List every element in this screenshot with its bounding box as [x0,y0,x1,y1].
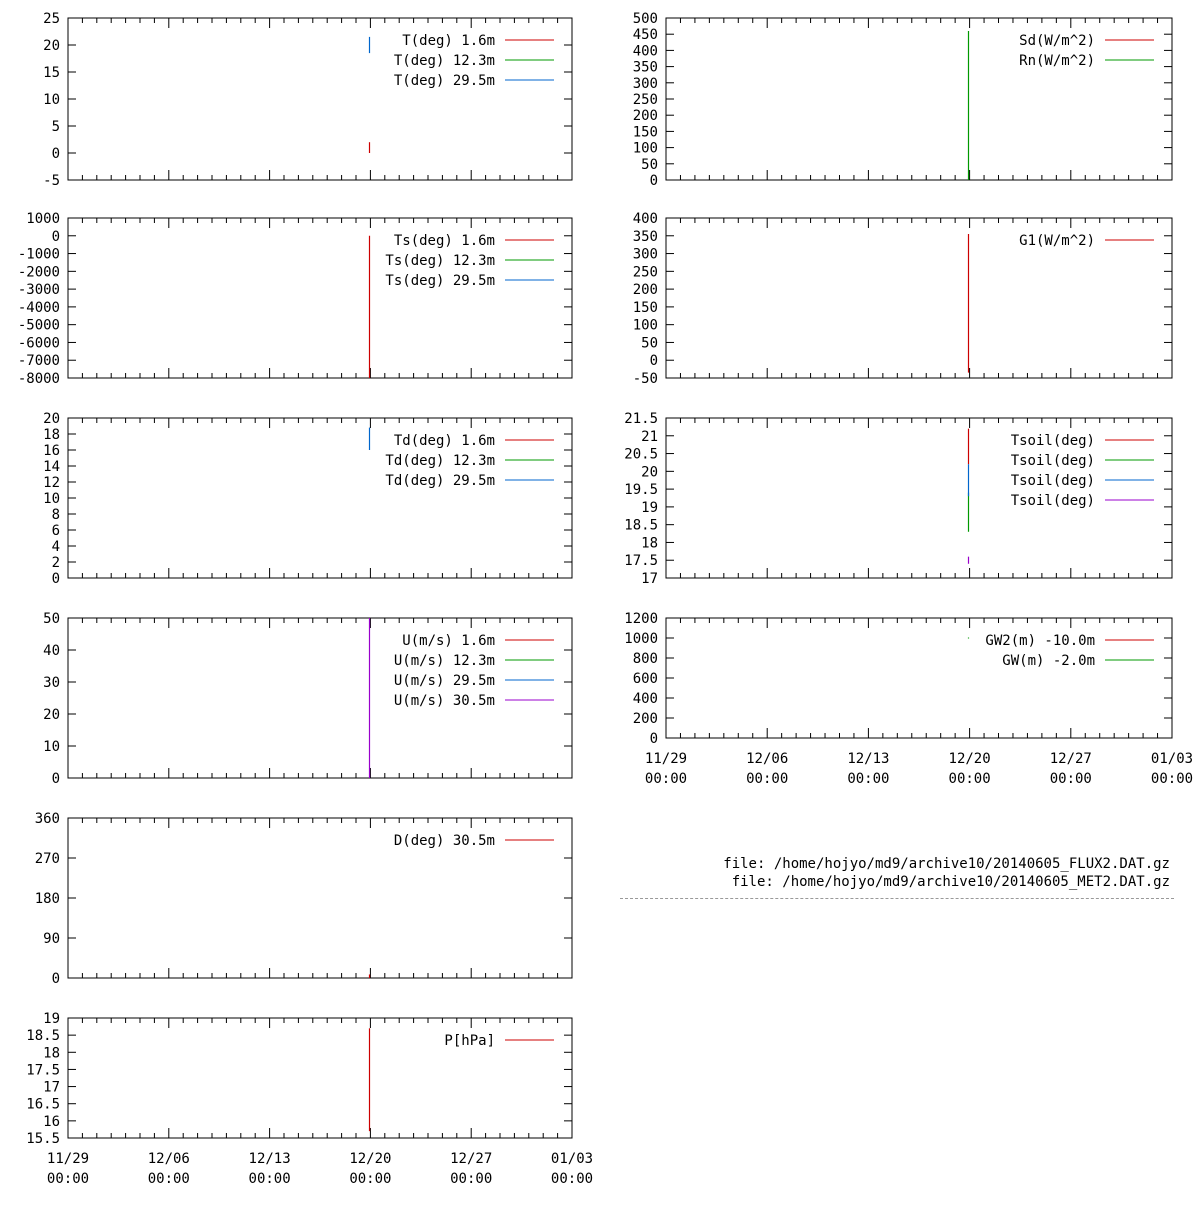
y-tick-label: 5 [51,119,60,135]
y-tick-label: 2 [51,555,60,571]
x-tick-time: 00:00 [847,771,890,787]
y-tick-label: 20 [43,38,60,54]
y-tick-label: 400 [632,43,658,60]
y-tick-label: -8000 [17,371,60,387]
y-tick-label: 400 [632,211,658,227]
y-tick-label: 17.5 [624,553,658,570]
y-tick-label: 50 [43,611,60,627]
y-tick-label: 100 [632,317,658,334]
y-tick-label: 8 [51,507,60,523]
y-tick-label: 0 [51,146,60,162]
y-tick-label: 800 [632,651,658,667]
legend-label: P[hPa] [444,1033,495,1049]
y-tick-label: 350 [632,228,658,245]
plot-frame [666,218,1172,378]
y-tick-label: 0 [649,353,658,370]
y-tick-label: -1000 [17,246,60,263]
x-tick-time: 00:00 [1150,771,1194,787]
y-tick-label: 90 [43,931,60,947]
y-tick-label: 6 [51,523,60,539]
chart-panel-soil-temperature [624,411,1172,587]
y-tick-label: 1000 [624,631,658,647]
y-tick-label: 600 [632,671,658,687]
y-tick-label: 50 [641,335,658,352]
y-tick-label: 0 [51,571,60,587]
plot-frame [68,618,572,778]
legend-label: D(deg) 30.5m [393,833,495,849]
y-tick-label: 16.5 [26,1096,60,1113]
plot-frame [68,218,572,378]
y-tick-label: 17.5 [26,1062,60,1079]
y-tick-label: 18 [43,427,60,443]
y-tick-label: 19 [641,499,658,516]
y-tick-label: 4 [51,539,60,555]
y-tick-label: 40 [43,643,60,659]
x-tick-time: 00:00 [349,1171,392,1187]
y-tick-label: 0 [649,173,658,189]
y-tick-label: 300 [632,75,658,92]
y-tick-label: 12 [43,475,60,491]
legend-label: Ts(deg) 29.5m [385,273,495,289]
x-tick-date: 12/06 [746,751,789,767]
x-tick-date: 01/03 [550,1151,594,1167]
y-tick-label: -2000 [17,264,60,281]
plot-frame [666,418,1172,578]
x-tick-time: 00:00 [248,1171,291,1187]
y-tick-label: 1200 [624,611,658,627]
flux-file-path: file: /home/hojyo/md9/archive10/20140605_FLUX2.DAT.gz [723,856,1170,872]
legend-label: Tsoil(deg) [1010,473,1095,489]
plot-frame [68,418,572,578]
y-tick-label: 200 [632,711,658,727]
y-tick-label: 21.5 [624,411,658,427]
x-tick-date: 12/27 [1049,751,1092,767]
legend-label: Td(deg) 1.6m [393,433,495,449]
y-tick-label: 10 [43,491,60,507]
plot-frame [68,18,572,180]
y-tick-label: 180 [34,891,60,907]
legend-label: GW(m) -2.0m [1002,653,1095,669]
met-file-path: file: /home/hojyo/md9/archive10/20140605_MET2.DAT.gz [731,874,1170,890]
legend-label: Td(deg) 29.5m [385,473,495,489]
y-tick-label: 20 [43,411,60,427]
x-tick-date: 11/29 [46,1151,90,1167]
legend-label: Td(deg) 12.3m [385,453,495,469]
y-tick-label: 450 [632,27,658,44]
y-tick-label: 10 [43,739,60,755]
chart-panel-radiation [633,11,1172,189]
y-tick-label: 16 [43,443,60,459]
y-tick-label: -3000 [17,282,60,299]
x-tick-date: 12/13 [847,751,890,767]
y-tick-label: 18.5 [26,1028,60,1045]
y-tick-label: 0 [51,771,60,787]
x-tick-time: 00:00 [550,1171,594,1187]
chart-panel-temperature [43,11,572,189]
y-tick-label: 250 [632,264,658,281]
y-tick-label: 21 [641,428,658,445]
chart-panel-pressure [26,1011,593,1187]
plot-frame [666,618,1172,738]
x-tick-date: 12/06 [147,1151,190,1167]
chart-panel-ground-heat-flux [633,211,1172,387]
x-tick-time: 00:00 [644,771,688,787]
legend-label: G1(W/m^2) [1019,233,1095,249]
y-tick-label: 18.5 [624,517,658,534]
y-tick-label: 14 [43,459,60,475]
x-tick-time: 00:00 [450,1171,493,1187]
legend-label: Tsoil(deg) [1010,493,1095,509]
chart-panel-dewpoint [43,411,572,587]
y-tick-label: 10 [43,92,60,108]
plot-frame [68,1018,572,1138]
y-tick-label: 200 [632,108,658,125]
legend-label: Ts(deg) 12.3m [385,253,495,269]
y-tick-label: 360 [34,811,60,827]
legend-label: GW2(m) -10.0m [985,633,1095,649]
y-tick-label: -5 [43,173,60,189]
file-separator [620,898,1174,899]
chart-panel-wind-speed [43,611,572,787]
x-tick-time: 00:00 [948,771,991,787]
x-tick-date: 12/27 [450,1151,493,1167]
y-tick-label: 500 [632,11,658,27]
x-tick-time: 00:00 [1049,771,1092,787]
legend-label: T(deg) 12.3m [393,53,495,69]
y-tick-label: 200 [632,282,658,299]
y-tick-label: 15 [43,65,60,81]
y-tick-label: 20 [641,464,658,481]
x-tick-date: 11/29 [644,751,688,767]
legend-label: U(m/s) 1.6m [402,633,495,649]
plot-frame [666,18,1172,180]
legend-label: T(deg) 1.6m [402,33,495,49]
x-tick-date: 12/13 [248,1151,291,1167]
y-tick-label: 25 [43,11,60,27]
plot-frame [68,818,572,978]
y-tick-label: -50 [632,371,658,387]
y-tick-label: 400 [632,691,658,707]
y-tick-label: 17 [43,1079,60,1096]
legend-label: T(deg) 29.5m [393,73,495,89]
chart-panel-wind-direction [35,811,572,987]
y-tick-label: 150 [632,299,658,316]
legend-label: Rn(W/m^2) [1019,53,1095,69]
x-tick-time: 00:00 [147,1171,190,1187]
legend-label: Tsoil(deg) [1010,433,1095,449]
legend-label: Ts(deg) 1.6m [393,233,495,249]
y-tick-label: 20 [43,707,60,723]
y-tick-label: 270 [34,851,60,867]
y-tick-label: -4000 [17,299,60,316]
y-tick-label: 30 [43,675,60,691]
y-tick-label: -7000 [17,353,60,370]
legend-label: U(m/s) 12.3m [393,653,495,669]
y-tick-label: 18 [641,535,658,552]
x-tick-date: 01/03 [1150,751,1194,767]
y-tick-label: 350 [632,59,658,76]
y-tick-label: 15.5 [26,1131,60,1147]
y-tick-label: -6000 [17,335,60,352]
y-tick-label: 18 [43,1045,60,1062]
x-tick-time: 00:00 [46,1171,90,1187]
y-tick-label: 19.5 [624,482,658,499]
legend-label: U(m/s) 30.5m [393,693,495,709]
legend-label: Sd(W/m^2) [1019,33,1095,49]
y-tick-label: 0 [51,971,60,987]
x-tick-date: 12/20 [349,1151,392,1167]
y-tick-label: 0 [649,731,658,747]
y-tick-label: 150 [632,124,658,141]
y-tick-label: -5000 [17,317,60,334]
chart-panel-surface-temperature [18,211,572,387]
y-tick-label: 20.5 [624,446,658,463]
x-tick-time: 00:00 [746,771,789,787]
x-tick-date: 12/20 [948,751,991,767]
y-tick-label: 250 [632,92,658,108]
y-tick-label: 0 [51,228,60,245]
y-tick-label: 50 [641,156,658,173]
y-tick-label: 100 [632,140,658,157]
chart-panel-groundwater [624,611,1193,787]
y-tick-label: 19 [43,1011,60,1027]
y-tick-label: 300 [632,246,658,263]
legend-label: Tsoil(deg) [1010,453,1095,469]
legend-label: U(m/s) 29.5m [393,673,495,689]
y-tick-label: 16 [43,1113,60,1130]
y-tick-label: 1000 [26,211,60,227]
y-tick-label: 17 [641,571,658,587]
